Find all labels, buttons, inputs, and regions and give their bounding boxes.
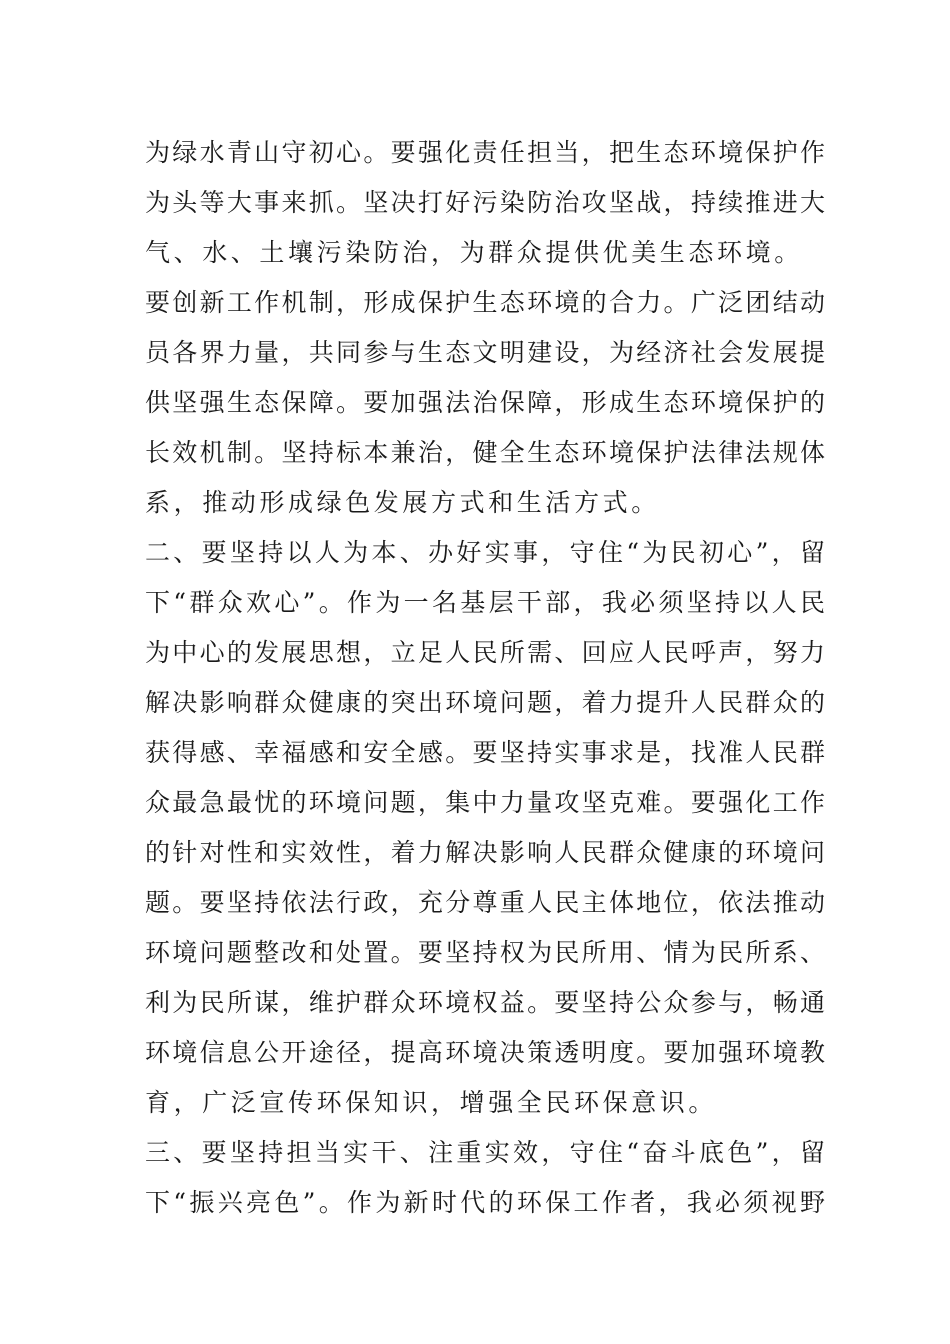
text-line: 为绿水青山守初心。要强化责任担当，把生态环境保护作 (145, 138, 825, 167)
text-line: 气、水、土壤污染防治，为群众提供优美生态环境。 (145, 238, 803, 267)
text-line: 下“振兴亮色”。作为新时代的环保工作者，我必须视野 (145, 1188, 825, 1217)
text-line: 系，推动形成绿色发展方式和生活方式。 (145, 488, 660, 517)
text-line: 利为民所谋，维护群众环境权益。要坚持公众参与，畅通 (145, 988, 825, 1017)
text-line: 二、要坚持以人为本、办好实事，守住“为民初心”，留 (145, 538, 825, 567)
text-line: 长效机制。坚持标本兼治，健全生态环境保护法律法规体 (145, 438, 825, 467)
text-line: 环境问题整改和处置。要坚持权为民所用、情为民所系、 (145, 938, 825, 967)
text-line: 供坚强生态保障。要加强法治保障，形成生态环境保护的 (145, 388, 825, 417)
text-line: 员各界力量，共同参与生态文明建设，为经济社会发展提 (145, 338, 825, 367)
text-line: 题。要坚持依法行政，充分尊重人民主体地位，依法推动 (145, 888, 825, 917)
text-line: 三、要坚持担当实干、注重实效，守住“奋斗底色”，留 (145, 1138, 825, 1167)
text-line: 众最急最忧的环境问题，集中力量攻坚克难。要强化工作 (145, 788, 825, 817)
text-line: 为中心的发展思想，立足人民所需、回应人民呼声，努力 (145, 638, 825, 667)
text-line: 解决影响群众健康的突出环境问题，着力提升人民群众的 (145, 688, 825, 717)
text-line: 为头等大事来抓。坚决打好污染防治攻坚战，持续推进大 (145, 188, 825, 217)
text-line: 环境信息公开途径，提高环境决策透明度。要加强环境教 (145, 1038, 825, 1067)
text-line: 获得感、幸福感和安全感。要坚持实事求是，找准人民群 (145, 738, 825, 767)
text-line: 下“群众欢心”。作为一名基层干部，我必须坚持以人民 (145, 588, 825, 617)
body-text (145, 128, 825, 1228)
text-line: 的针对性和实效性，着力解决影响人民群众健康的环境问 (145, 838, 825, 867)
text-line: 要创新工作机制，形成保护生态环境的合力。广泛团结动 (145, 288, 825, 317)
text-line: 育，广泛宣传环保知识，增强全民环保意识。 (145, 1088, 718, 1117)
